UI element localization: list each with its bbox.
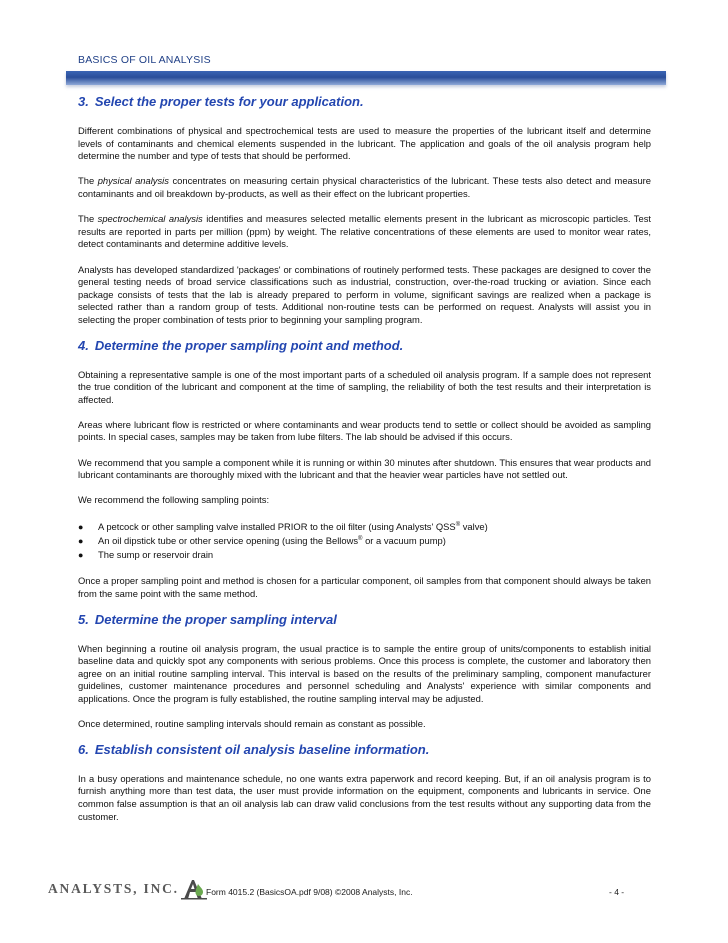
paragraph: When beginning a routine oil analysis program, the usual practice is to sample the entire group of units/components to establish initial baseline data and quickly spot any components with serious problems. Once this process is complete, the customer and laboratory then agree on an initial routine sampling interval. This interval is based on the results of the preliminary sampling, component manufacturer guidelines, customer maintenance procedures and personnel scheduling and Analysts' experience with similar components and applications. Once the program is fully established, the routine sampling interval may be adjusted. <box>78 642 651 704</box>
paragraph: Obtaining a representative sample is one of the most important parts of a scheduled oil analysis program. If a sample does not represent the true condition of the lubricant and component at the time of sampling, the reliability of both the test results and their interpretation is affected. <box>78 368 651 405</box>
paragraph: We recommend the following sampling points: <box>78 494 270 506</box>
section-5 <box>78 611 651 731</box>
paragraph: Once a proper sampling point and method is chosen for a particular component, oil samples from that component should always be taken from the same point with the same method. <box>78 575 651 600</box>
paragraph: The physical analysis concentrates on measuring certain physical characteristics of the lubricant. These tests also detect and measure contaminants and oil breakdown by-products, as well as their effect on the lubricant properties. <box>78 175 651 199</box>
paragraph: Areas where lubricant flow is restricted or where contaminants and wear products tend to settle or collect should be avoided as sampling points. In special cases, samples may be taken from lube filters. The lab should be advised if this occurs. <box>78 418 651 443</box>
paragraph: Once determined, routine sampling intervals should remain as constant as possible. <box>78 718 426 730</box>
section-3 <box>78 93 651 327</box>
list-item: ● An oil dipstick tube or other service opening (using the Bellows® or a vacuum pump) <box>78 534 651 548</box>
header-rule <box>66 71 666 85</box>
section-heading: 3. Select the proper tests for your application. <box>78 94 364 109</box>
paragraph: Different combinations of physical and spectrochemical tests are used to measure the properties of the lubricant itself and determine levels of contaminants and chemical elements suspended in the lubricant. The application and goals of the oil analysis program help determine the number and type of tests that should be performed. <box>78 125 651 162</box>
logo-wordmark: ANALYSTS, INC. <box>48 881 179 896</box>
company-logo <box>48 878 207 900</box>
bullet-icon: ● <box>78 536 84 547</box>
emphasis-term: spectrochemical analysis <box>97 213 203 225</box>
emphasis-term: physical analysis <box>97 175 169 187</box>
sampling-points-list <box>78 520 651 563</box>
section-heading: 5. Determine the proper sampling interval <box>78 611 337 627</box>
bullet-icon: ● <box>78 521 84 532</box>
section-4 <box>78 337 651 601</box>
section-6 <box>78 741 651 823</box>
paragraph: The spectrochemical analysis identifies and measures selected metallic elements present in the lubricant as microscopic particles. Test results are reported in parts per million (ppm) by weight. The relative concentrations of these elements are used to monitor wear rates, detect contaminants and determine additive levels. <box>78 213 651 250</box>
page-content <box>78 93 651 823</box>
page-number: - 4 - <box>609 887 625 897</box>
section-heading: 6. Establish consistent oil analysis baseline information. <box>78 741 430 757</box>
running-header-title: BASICS OF OIL ANALYSIS <box>78 54 211 66</box>
form-number: Form 4015.2 (BasicsOA.pdf 9/08) ©2008 Analysts, Inc. <box>206 887 413 897</box>
list-item: ● The sump or reservoir drain <box>78 548 651 562</box>
paragraph: In a busy operations and maintenance schedule, no one wants extra paperwork and record keeping. But, if an oil analysis program is to furnish anything more than test data, the user must provide information on the equipment, components and lubricants in service. One common false assumption is that an oil analysis lab can draw valid conclusions from the test results without any supporting data from the customer. <box>78 772 651 822</box>
paragraph: Analysts has developed standardized 'packages' or combinations of routinely performed tests. These packages are designed to cover the general testing needs of broad service classifications such as industrial, construction, over-the-road trucking or aviation. Since each package consists of tests that the lab is already prepared to perform in volume, significant savings are realized when a package is selected rather than a random group of tests. Additional non-routine tests can be performed on request. Analysts will assist you in selecting the proper combination of tests prior to beginning your sampling program. <box>78 263 651 325</box>
section-heading: 4. Determine the proper sampling point and method. <box>78 337 404 353</box>
paragraph: We recommend that you sample a component while it is running or within 30 minutes after shutdown. This ensures that wear products and lubricant contaminants are thoroughly mixed with the lubricant and that the heavier wear particles have not settled out. <box>78 456 651 481</box>
list-item: ● A petcock or other sampling valve installed PRIOR to the oil filter (using Analysts' QSS® valve) <box>78 520 651 534</box>
oil-drop-a-icon <box>181 878 207 900</box>
bullet-icon: ● <box>78 550 84 561</box>
